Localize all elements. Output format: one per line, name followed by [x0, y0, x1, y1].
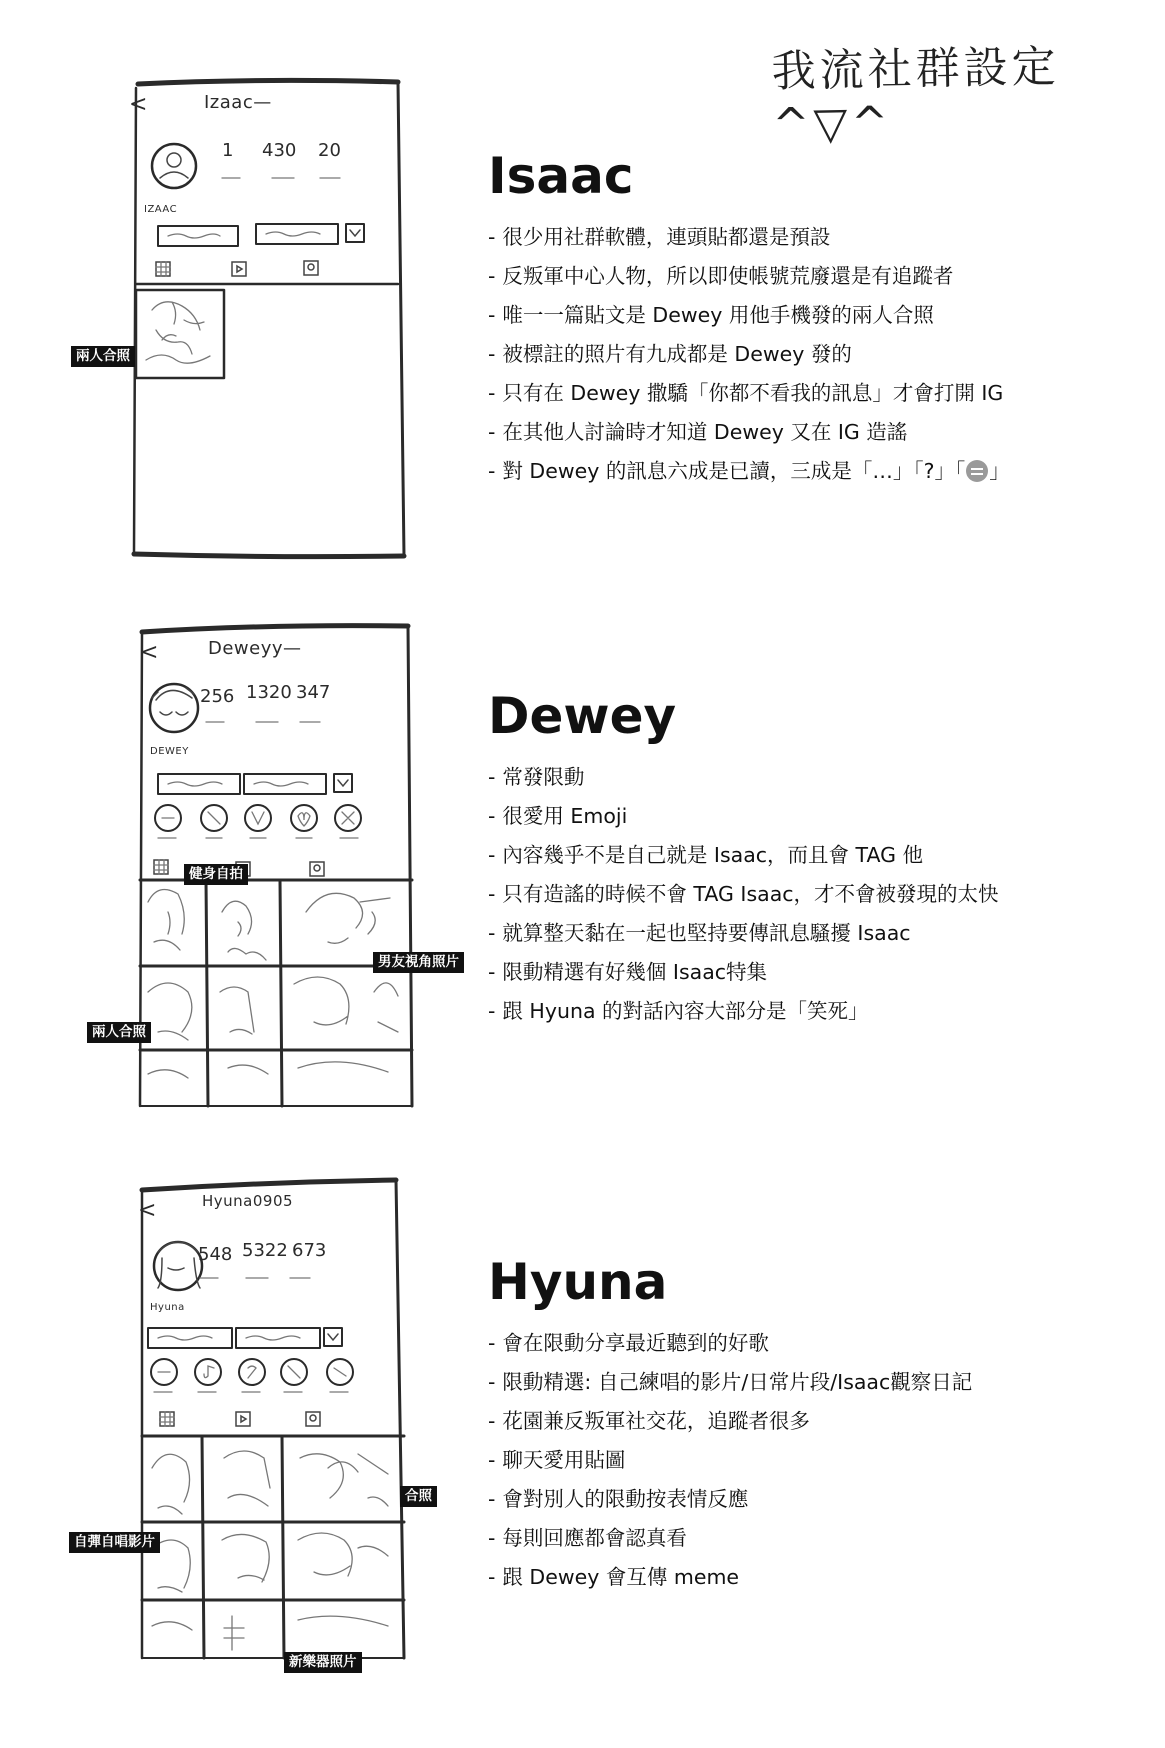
dewey-notes-list — [488, 758, 999, 1031]
isaac-notes-list — [488, 218, 1010, 491]
hyuna-heading: Hyuna — [488, 1253, 668, 1311]
hyuna-section — [488, 1254, 972, 1597]
list-item: - 就算整天黏在一起也堅持要傳訊息騷擾 Isaac — [488, 921, 911, 945]
dewey-display-name: DEWEY — [150, 746, 189, 757]
hyuna-tag-singing-video: 自彈自唱影片 — [69, 1532, 160, 1553]
hyuna-story-highlights[interactable] — [151, 1359, 353, 1392]
list-item: - 會在限動分享最近聽到的好歌 — [488, 1331, 769, 1355]
isaac-heading: Isaac — [488, 147, 634, 205]
hyuna-tag-new-instrument-photo: 新樂器照片 — [284, 1652, 362, 1673]
grid-icon — [156, 262, 170, 276]
hyuna-tag-group-photo: 合照 — [400, 1486, 437, 1507]
isaac-back-icon[interactable]: < — [129, 92, 148, 117]
isaac-avatar — [152, 144, 196, 188]
list-item: - 會對別人的限動按表情反應 — [488, 1487, 749, 1511]
isaac-phone-sketch — [122, 70, 412, 560]
expressionless-face-icon — [966, 460, 988, 482]
hyuna-avatar — [154, 1242, 202, 1290]
dewey-tag-gym-selfie: 健身自拍 — [184, 864, 248, 885]
dewey-avatar — [150, 684, 198, 732]
list-item: - 內容幾乎不是自己就是 Isaac，而且會 TAG 他 — [488, 843, 924, 867]
list-item: - 被標註的照片有九成都是 Dewey 發的 — [488, 342, 852, 366]
dewey-section — [488, 688, 999, 1031]
dewey-phone-sketch — [128, 612, 418, 1112]
list-item: - 限動精選有好幾個 Isaac特集 — [488, 960, 768, 984]
isaac-followers-count: 430 — [262, 140, 297, 161]
grid-icon — [160, 1412, 174, 1426]
list-item: - 唯一一篇貼文是 Dewey 用他手機發的兩人合照 — [488, 303, 934, 327]
dewey-following-count: 347 — [296, 682, 331, 703]
dewey-followers-count: 1320 — [246, 682, 292, 703]
list-item: - 只有在 Dewey 撒驕「你都不看我的訊息」才會打開 IG — [488, 381, 1004, 405]
isaac-tag-couple-photo: 兩人合照 — [71, 346, 135, 367]
isaac-display-name: IZAAC — [144, 204, 178, 215]
dewey-heading: Dewey — [488, 687, 677, 745]
grid-icon — [154, 860, 168, 874]
list-item: - 限動精選: 自己練唱的影片/日常片段/Isaac觀察日記 — [488, 1370, 973, 1394]
hyuna-display-name: Hyuna — [150, 1302, 185, 1313]
isaac-following-count: 20 — [318, 140, 341, 161]
hyuna-following-count: 673 — [292, 1240, 327, 1261]
dewey-tag-boyfriend-pov-photo: 男友視角照片 — [373, 952, 464, 973]
dewey-tag-couple-photo: 兩人合照 — [87, 1022, 151, 1043]
list-item: - 聊天愛用貼圖 — [488, 1448, 626, 1472]
hyuna-followers-count: 5322 — [242, 1240, 288, 1261]
dewey-username: Deweyy— — [208, 638, 302, 659]
list-item: - 跟 Hyuna 的對話內容大部分是「笑死」 — [488, 999, 869, 1023]
list-item: - 只有造謠的時候不會 TAG Isaac，才不會被發現的太快 — [488, 882, 999, 906]
dewey-back-icon[interactable]: < — [140, 640, 159, 665]
isaac-section — [488, 148, 1010, 491]
list-item: - 很愛用 Emoji — [488, 804, 628, 828]
hyuna-username: Hyuna0905 — [202, 1192, 294, 1210]
hyuna-notes-list — [488, 1324, 972, 1597]
list-item: - 反叛軍中心人物，所以即使帳號荒廢還是有追蹤者 — [488, 264, 954, 288]
list-item: - 很少用社群軟體，連頭貼都還是預設 — [488, 225, 831, 249]
dewey-story-highlights[interactable] — [155, 805, 361, 838]
hyuna-posts-count: 548 — [198, 1244, 233, 1265]
list-item: - 花園兼反叛軍社交花，追蹤者很多 — [488, 1409, 810, 1433]
list-item: - 每則回應都會認真看 — [488, 1526, 687, 1550]
list-item: - 在其他人討論時才知道 Dewey 又在 IG 造謠 — [488, 420, 908, 444]
hyuna-phone-sketch — [128, 1168, 418, 1668]
hyuna-back-icon[interactable]: < — [138, 1198, 157, 1223]
dewey-posts-count: 256 — [200, 686, 235, 707]
list-item: - 常發限動 — [488, 765, 585, 789]
isaac-posts-count: 1 — [222, 140, 234, 161]
page-title: 我流社群設定 ^▽^ — [771, 41, 1061, 151]
isaac-username: Izaac— — [204, 92, 272, 113]
list-item: - 跟 Dewey 會互傳 meme — [488, 1565, 740, 1589]
list-item: - 對 Dewey 的訊息六成是已讀，三成是「…」「?」「 」 — [488, 459, 1010, 483]
